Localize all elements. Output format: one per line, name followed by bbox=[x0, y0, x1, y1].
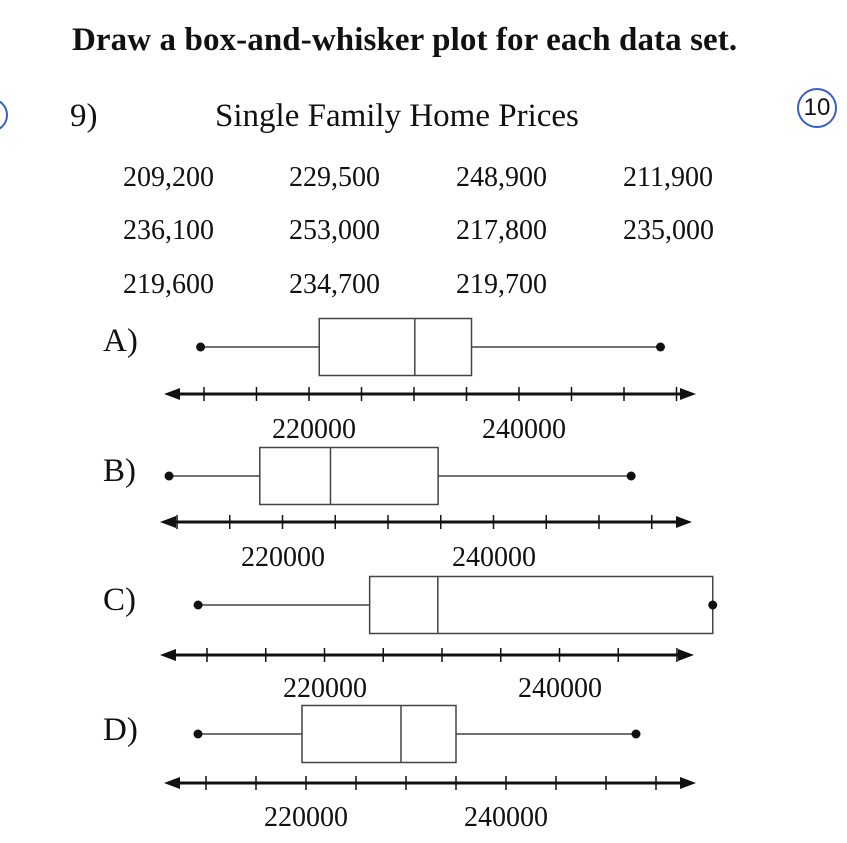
max-point bbox=[656, 343, 665, 352]
axis-arrow-right bbox=[678, 649, 694, 661]
data-value: 229,500 bbox=[289, 162, 380, 193]
min-point bbox=[194, 601, 203, 610]
option-d-label[interactable]: D) bbox=[103, 712, 138, 748]
axis-arrow-left bbox=[164, 388, 180, 400]
tick-label: 220000 bbox=[272, 414, 356, 445]
axis-arrow-left bbox=[164, 777, 180, 789]
box-iqr bbox=[302, 706, 456, 763]
question-number: 9) bbox=[70, 98, 98, 134]
option-c-label[interactable]: C) bbox=[103, 582, 136, 618]
question-title: Single Family Home Prices bbox=[215, 98, 579, 134]
data-value: 234,700 bbox=[289, 269, 380, 300]
max-point bbox=[632, 730, 641, 739]
max-point bbox=[708, 601, 717, 610]
data-value: 235,000 bbox=[623, 215, 714, 246]
data-value: 248,900 bbox=[456, 162, 547, 193]
page-heading: Draw a box-and-whisker plot for each data set. bbox=[72, 22, 738, 58]
tick-label: 240000 bbox=[482, 414, 566, 445]
tick-label: 220000 bbox=[241, 542, 325, 573]
data-value: 219,700 bbox=[456, 269, 547, 300]
axis-arrow-right bbox=[676, 516, 692, 528]
data-value: 219,600 bbox=[123, 269, 214, 300]
min-point bbox=[165, 472, 174, 481]
box-iqr bbox=[260, 448, 438, 505]
axis-arrow-left bbox=[160, 516, 176, 528]
box-iqr bbox=[319, 319, 471, 376]
min-point bbox=[194, 730, 203, 739]
tick-label: 240000 bbox=[452, 542, 536, 573]
option-a-label[interactable]: A) bbox=[103, 323, 138, 359]
min-point bbox=[196, 343, 205, 352]
data-value: 211,900 bbox=[623, 162, 713, 193]
axis-arrow-right bbox=[680, 777, 696, 789]
axis-arrow-left bbox=[160, 649, 176, 661]
data-value: 217,800 bbox=[456, 215, 547, 246]
max-point bbox=[627, 472, 636, 481]
box-iqr bbox=[370, 577, 713, 634]
data-value: 236,100 bbox=[123, 215, 214, 246]
data-value: 253,000 bbox=[289, 215, 380, 246]
tick-label: 240000 bbox=[464, 802, 548, 833]
next-question-number[interactable]: 10 bbox=[797, 88, 837, 128]
option-b-label[interactable]: B) bbox=[103, 453, 136, 489]
tick-label: 240000 bbox=[518, 673, 602, 704]
tick-label: 220000 bbox=[283, 673, 367, 704]
axis-arrow-right bbox=[680, 388, 696, 400]
data-value: 209,200 bbox=[123, 162, 214, 193]
tick-label: 220000 bbox=[264, 802, 348, 833]
